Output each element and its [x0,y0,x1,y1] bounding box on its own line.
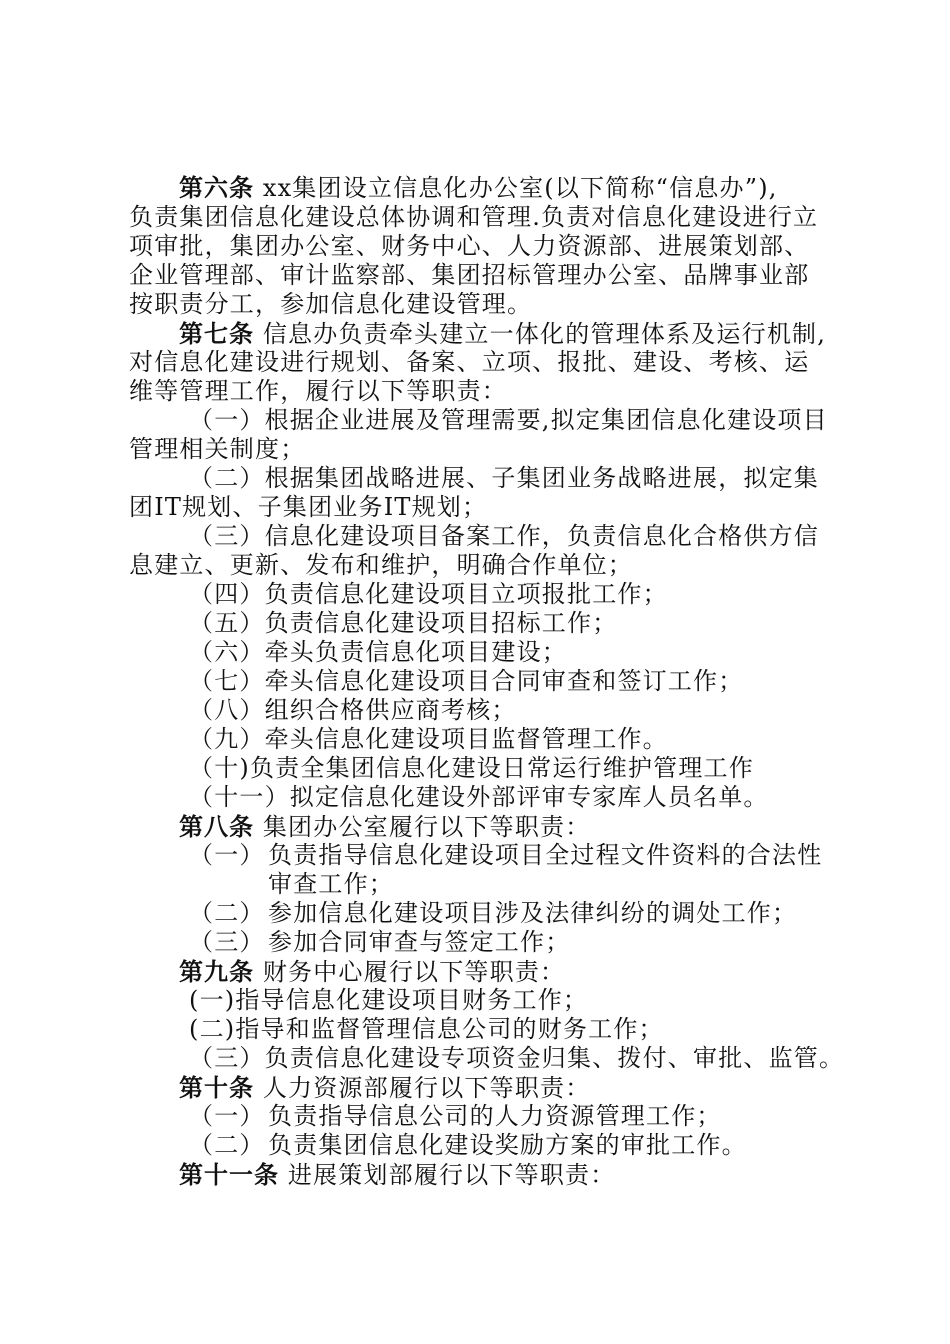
article-10-heading [179,1073,590,1103]
list-item-text: 负责集团信息化建设奖励方案的审批工作。 [268,1131,747,1159]
article-6-first-line [179,173,778,203]
list-item-label: （三） [189,928,265,956]
article-text-line: 按职责分工，参加信息化建设管理。 [129,290,533,318]
list-item-label: （一） [189,841,265,869]
list-item-label: （一） [189,1102,265,1130]
article-text-line: 项审批，集团办公室、财务中心、人力资源部、进展策划部、 [129,232,810,260]
list-item: (二)指导和监督管理信息公司的财务工作； [189,1015,664,1043]
list-item: （六）牵头负责信息化项目建设； [189,638,567,666]
list-item-label: （二） [189,1131,265,1159]
list-item: （一）根据企业进展及管理需要,拟定集团信息化建设项目 [189,406,828,434]
article-text: 信息办负责牵头建立一体化的管理体系及运行机制, [254,320,827,348]
list-item: （七）牵头信息化建设项目合同审查和签订工作； [189,667,744,695]
list-item-text: 审查工作； [268,870,394,898]
article-text-line: 维等管理工作，履行以下等职责： [129,377,507,405]
article-number: 第九条 [179,957,254,986]
list-item-label: （二） [189,899,265,927]
article-7-first-line [179,319,826,349]
article-number: 第八条 [179,812,254,841]
article-11-heading [179,1160,615,1190]
list-item-text: 参加合同审查与签定工作； [268,928,571,956]
article-text: 集团办公室履行以下等职责： [254,813,591,841]
list-item: （九）牵头信息化建设项目监督管理工作。 [189,725,668,753]
article-8-heading [179,812,590,842]
list-item: （四）负责信息化建设项目立项报批工作； [189,580,668,608]
list-item-continuation: 息建立、更新、发布和维护，明确合作单位； [129,551,633,579]
list-item-text: 参加信息化建设项目涉及法律纠纷的调处工作； [268,899,798,927]
article-text-line: 负责集团信息化建设总体协调和管理.负责对信息化建设进行立 [129,203,819,231]
article-number: 第七条 [179,319,254,348]
article-text-line: 对信息化建设进行规划、备案、立项、报批、建设、考核、运 [129,348,810,376]
article-text: 人力资源部履行以下等职责： [254,1074,591,1102]
list-item-text: 负责指导信息化建设项目全过程文件资料的合法性 [268,841,823,869]
article-text: 财务中心履行以下等职责： [254,958,566,986]
list-item: （十一）拟定信息化建设外部评审专家库人员名单。 [189,783,769,811]
article-number: 第十条 [179,1073,254,1102]
list-item: （二）根据集团战略进展、子集团业务战略进展，拟定集 [189,464,819,492]
list-item: （八）组织合格供应商考核； [189,696,517,724]
list-item-continuation: 团IT规划、子集团业务IT规划； [129,493,488,521]
article-text: 进展策划部履行以下等职责： [279,1161,616,1189]
article-number: 第十一条 [179,1160,279,1189]
article-number: 第六条 [179,173,254,202]
list-item: （三）负责信息化建设专项资金归集、拨付、审批、监管。 [189,1044,845,1072]
list-item: (一)指导信息化建设项目财务工作； [189,986,589,1014]
list-item: （三）信息化建设项目备案工作，负责信息化合格供方信 [189,522,819,550]
list-item: （十)负责全集团信息化建设日常运行维护管理工作 [189,754,754,782]
list-item-continuation: 管理相关制度； [129,435,306,463]
article-text: xx集团设立信息化办公室(以下简称“信息办”), [254,174,778,202]
list-item: （五）负责信息化建设项目招标工作； [189,609,618,637]
list-item-text: 负责指导信息公司的人力资源管理工作； [268,1102,722,1130]
article-text-line: 企业管理部、审计监察部、集团招标管理办公室、品牌事业部 [129,261,810,289]
article-9-heading [179,957,565,987]
